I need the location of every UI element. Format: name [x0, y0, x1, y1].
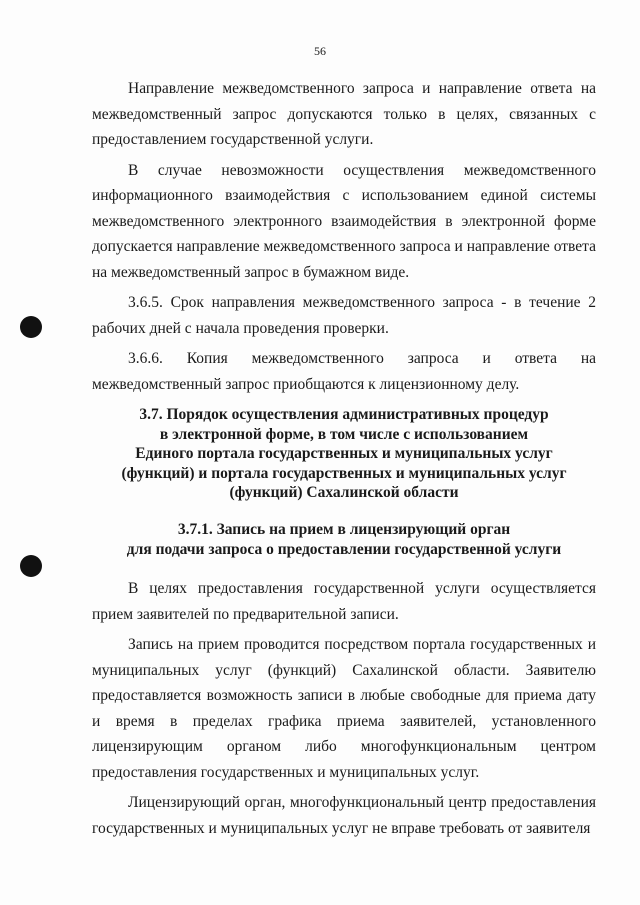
paragraph: Направление межведомственного запроса и направление ответа на межведомственный запрос допускаются только в целях, связанных с предоставлением государственной услуги.: [92, 80, 596, 148]
punch-hole-mark-bottom: [20, 555, 42, 577]
heading-line: в электронной форме, в том числе с использованием: [159, 425, 529, 443]
paragraph: Запись на прием проводится посредством портала государственных и муниципальных услуг (функций) Сахалинской области. Заявителю предоставляется возможность записи в любые свободные для приема дату и время в пределах графика приема заявителей, установленного лицензирующим органом либо многофункциональным центром предоставления государственных и муниципальных услуг.: [92, 636, 596, 781]
paragraph: В случае невозможности осуществления межведомственного информационного взаимодействия с использованием единой системы межведомственного электронного взаимодействия в электронной форме допускается направление межведомственного запроса и направление ответа на межведомственный запрос в бумажном виде.: [92, 161, 596, 281]
paragraph: В целях предоставления государственной услуги осуществляется прием заявителей по предварительной записи.: [92, 580, 596, 623]
heading-line: (функций) и портала государственных и муниципальных услуг: [121, 464, 567, 482]
subsection-heading: [92, 520, 596, 559]
page-number: 56: [314, 44, 326, 58]
paragraph: 3.6.5. Срок направления межведомственного запроса - в течение 2 рабочих дней с начала проведения проверки.: [92, 294, 596, 337]
heading-line: Единого портала государственных и муниципальных услуг: [135, 445, 553, 462]
heading-line: 3.7.1. Запись на прием в лицензирующий орган: [177, 521, 511, 538]
paragraph: Лицензирующий орган, многофункциональный центр предоставления государственных и муниципальных услуг не вправе требовать от заявителя: [92, 794, 596, 837]
section-heading: [92, 405, 596, 503]
paragraph: 3.6.6. Копия межведомственного запроса и ответа на межведомственный запрос приобщаются к лицензионному делу.: [92, 350, 596, 393]
punch-hole-mark-top: [20, 316, 42, 338]
heading-line: (функций) Сахалинской области: [229, 484, 459, 501]
body-text-block-1: [92, 76, 596, 397]
heading-line: 3.7. Порядок осуществления административных процедур: [139, 406, 549, 423]
body-text-block-2: [92, 576, 596, 841]
heading-line: для подачи запроса о предоставлении государственной услуги: [126, 540, 562, 558]
